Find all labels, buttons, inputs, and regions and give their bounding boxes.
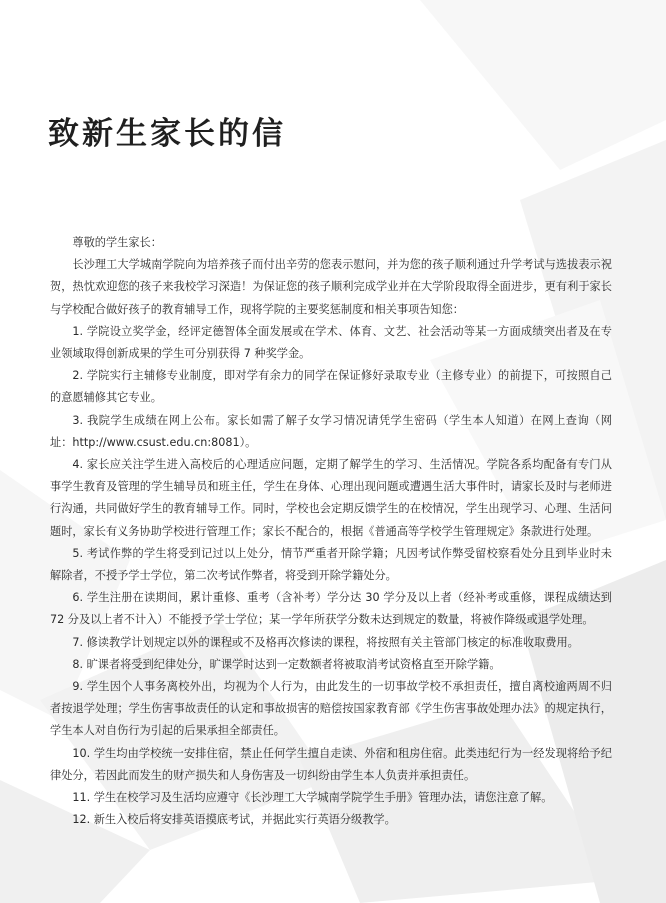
list-item: 5. 考试作弊的学生将受到记过以上处分，情节严重者开除学籍；凡因考试作弊受留校察看处分且到毕业时未解除者，不授予学士学位，第二次考试作弊者，将受到开除学籍处分。 bbox=[50, 546, 612, 583]
list-item: 4. 家长应关注学生进入高校后的心理适应问题，定期了解学生的学习、生活情况。学院各系均配备有专门从事学生教育及管理的学生辅导员和班主任，学生在身体、心理出现问题或遭遇生活大事件时，请家长及时与老师进行沟通，共同做好学生的教育辅导工作。同时，学校也会定期反馈学生的在校情况，学生出现学习、心理、生活问题时，家长有义务协助学校进行管理工作；家长不配合的，根据《普通高等学校学生管理规定》条款进行处理。 bbox=[50, 458, 612, 538]
list-item: 7. 修读教学计划规定以外的课程或不及格再次修读的课程，将按照有关主管部门核定的标准收取费用。 bbox=[72, 635, 579, 649]
list-item: 12. 新生入校后将安排英语摸底考试，并据此实行英语分级教学。 bbox=[72, 813, 396, 827]
intro-paragraph: 长沙理工大学城南学院向为培养孩子而付出辛劳的您表示慰问，并为您的孩子顺利通过升学考试与选拔表示祝贺，热忱欢迎您的孩子来我校学习深造！为保证您的孩子顺利完成学业并在大学阶段取得全面进步，更有利于家长与学校配合做好孩子的教育辅导工作，现将学院的主要奖惩制度和相关事项告知您： bbox=[50, 258, 612, 316]
list-item: 1. 学院设立奖学金，经评定德智体全面发展或在学术、体育、文艺、社会活动等某一方面成绩突出者及在专业领域取得创新成果的学生可分别获得 7 种奖学金。 bbox=[50, 324, 612, 361]
bg-facet bbox=[420, 0, 666, 170]
list-item: 3. 我院学生成绩在网上公布。家长如需了解子女学习情况请凭学生密码（学生本人知道）在网上查询（网址：http://www.csust.edu.cn:8081）。 bbox=[50, 413, 612, 449]
list-item: 2. 学院实行主辅修专业制度，即对学有余力的同学在保证修好录取专业（主修专业）的前提下，可按照自己的意愿辅修其它专业。 bbox=[50, 369, 612, 405]
list-item: 8. 旷课者将受到纪律处分，旷课学时达到一定数额者将被取消考试资格直至开除学籍。 bbox=[72, 657, 501, 671]
salutation: 尊敬的学生家长： bbox=[72, 236, 162, 249]
list-item: 6. 学生注册在读期间，累计重修、重考（含补考）学分达 30 学分及以上者（经补考或重修，课程成绩达到 72 分及以上者不计入）不能授予学士学位；某一学年所获学分数未达到规定的数量，将被作降级或退学处理。 bbox=[50, 591, 612, 627]
letter-body bbox=[50, 232, 612, 831]
list-item: 11. 学生在校学习及生活均应遵守《长沙理工大学城南学院学生手册》管理办法，请您注意了解。 bbox=[72, 791, 553, 805]
list-item: 9. 学生因个人事务离校外出，均视为个人行为，由此发生的一切事故学校不承担责任，擅自离校逾两周不归者按退学处理；学生伤害事故责任的认定和事故损害的赔偿按国家教育部《学生伤害事故处理办法》的规定执行，学生本人对自伤行为引起的后果承担全部责任。 bbox=[50, 680, 612, 738]
list-item: 10. 学生均由学校统一安排住宿，禁止任何学生擅自走读、外宿和租房住宿。此类违纪行为一经发现将给予纪律处分，若因此而发生的财产损失和人身伤害及一切纠纷由学生本人负责并承担责任。 bbox=[50, 746, 612, 782]
page-title: 致新生家长的信 bbox=[48, 116, 286, 152]
